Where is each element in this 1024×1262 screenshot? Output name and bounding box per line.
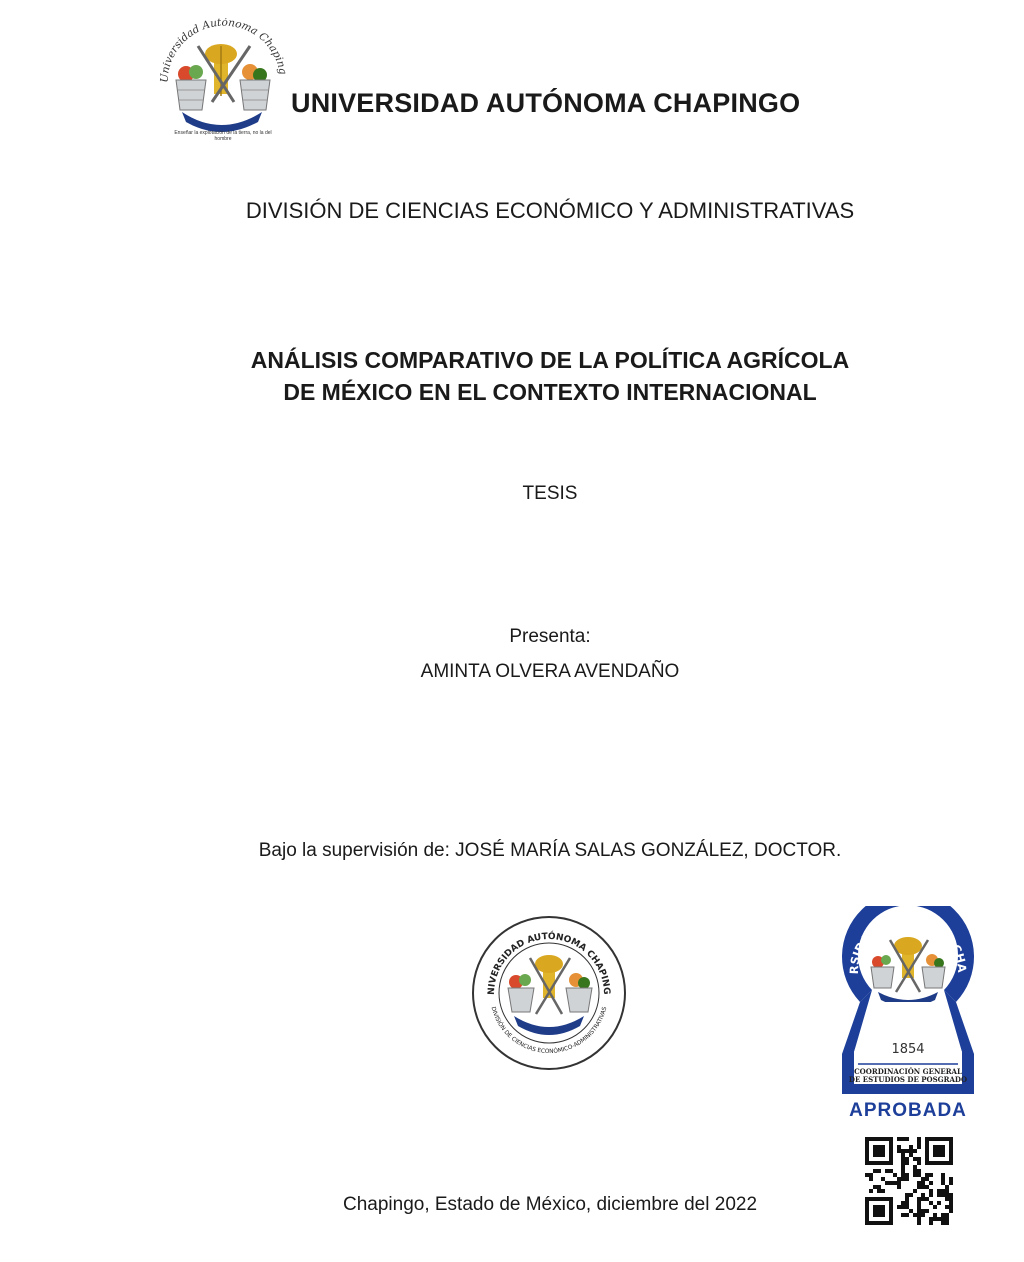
fruit-basket-icon [871,955,894,988]
approval-status: APROBADA [849,1100,967,1121]
place-and-date: Chapingo, Estado de México, diciembre del 2022 [342,1194,758,1215]
author-name: AMINTA OLVERA AVENDAÑO [420,661,680,682]
thesis-title-line-1: ANÁLISIS COMPARATIVO DE LA POLÍTICA AGRÍCOLA [250,347,850,373]
approval-seal [838,906,978,1102]
supervision-statement: Bajo la supervisión de: JOSÉ MARÍA SALAS GONZÁLEZ, DOCTOR. [258,840,842,861]
vegetable-basket-icon [922,954,945,988]
logo-arc-text: Universidad Autónoma Chaping [158,18,288,83]
fruit-basket-icon [176,65,206,110]
fruit-basket-icon [508,974,534,1012]
thesis-title-line-2: DE MÉXICO EN EL CONTEXTO INTERNACIONAL [283,379,817,405]
university-name: UNIVERSIDAD AUTÓNOMA CHAPINGO [291,88,801,118]
division-seal [470,914,628,1072]
approval-seal-arc-text: RSIDAD AUTÓNOMA CHA [846,910,970,975]
document-type: TESIS [522,483,578,504]
division-seal-arc-bottom: DIVISIÓN DE CIENCIAS ECONÓMICO-ADMINISTRATIVAS [489,1006,609,1056]
division-name: DIVISIÓN DE CIENCIAS ECONÓMICO Y ADMINISTRATIVAS [245,198,855,223]
logo-motto: Enseñar la explotación de la tierra, no la del hombre [174,130,272,142]
vegetable-basket-icon [240,64,270,110]
university-logo [154,18,288,146]
vegetable-basket-icon [566,973,592,1012]
approval-seal-line-1: COORDINACIÓN GENERAL [854,1067,962,1076]
division-seal-arc-top: NIVERSIDAD AUTÓNOMA CHAPING [486,931,612,996]
approval-seal-line-2: DE ESTUDIOS DE POSGRADO [848,1075,968,1084]
approval-seal-year: 1854 [891,1042,925,1057]
presenter-label: Presenta: [509,626,591,647]
